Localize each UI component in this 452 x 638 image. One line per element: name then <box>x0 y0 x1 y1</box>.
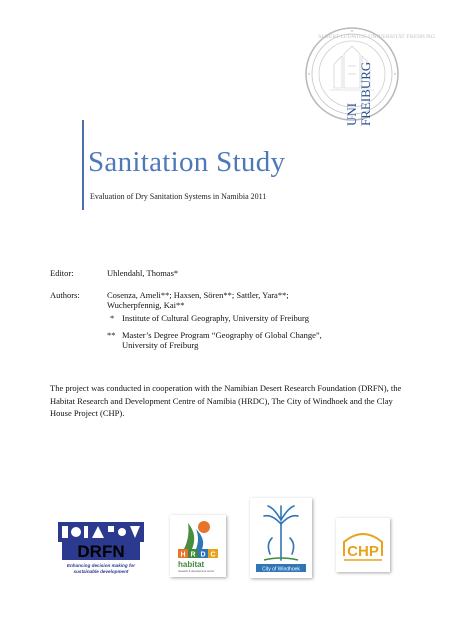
note-text-institute: Institute of Cultural Geography, University of Freiburg <box>122 313 309 323</box>
cooperation-paragraph: The project was conducted in cooperation with the Namibian Desert Research Foundation (DRFN), the Habitat Research and Development Centre of Namibia (HRDC), The City of Windhoek and the Clay House Project (CHP). <box>50 383 402 418</box>
note-text-masters-2: University of Freiburg <box>122 340 199 350</box>
note-mark-double: ** <box>107 330 116 340</box>
hrdc-letter-d: D <box>200 551 206 559</box>
document-subtitle: Evaluation of Dry Sanitation Systems in Namibia 2011 <box>90 192 267 201</box>
uni-freiburg-wordmark <box>336 28 376 128</box>
hrdc-letter-r: R <box>190 551 196 559</box>
note-text-masters-1: Master’s Degree Program “Geography of Global Change”, <box>122 330 322 340</box>
hrdc-letter-h: H <box>180 551 186 559</box>
drfn-wordmark: DRFN <box>77 542 125 561</box>
hrdc-letter-c: C <box>210 551 216 559</box>
windhoek-caption: City of Windhoek <box>262 566 300 573</box>
chp-wordmark: CHP <box>347 543 379 560</box>
editor-name: Uhlendahl, Thomas* <box>107 268 179 278</box>
drfn-tagline-1: Enhancing decision making for <box>66 563 136 568</box>
editor-label: Editor: <box>50 268 74 278</box>
drfn-logo <box>56 520 146 576</box>
city-of-windhoek-logo <box>250 498 312 578</box>
wordmark-uni: UNI <box>344 102 359 126</box>
document-title: Sanitation Study <box>88 146 286 178</box>
authors-line-1: Cosenza, Ameli**; Haxsen, Sören**; Sattler, Yara**; <box>107 290 289 300</box>
hrdc-subtitle: research & development centre <box>178 570 215 573</box>
chp-logo <box>336 518 390 572</box>
authors-label: Authors: <box>50 290 80 300</box>
note-mark-single: * <box>110 313 115 323</box>
authors-line-2: Wucherpfennig, Kai** <box>107 300 185 310</box>
title-accent-bar <box>82 120 84 210</box>
hrdc-logo <box>170 515 226 577</box>
seal-text: ALBERT-LUDWIGS-UNIVERSITÄT FREIBURG <box>318 34 435 40</box>
hrdc-habitat-word: habitat <box>178 560 205 569</box>
drfn-tagline-2: sustainable development <box>73 569 129 574</box>
wordmark-freiburg: FREIBURG <box>358 61 373 126</box>
